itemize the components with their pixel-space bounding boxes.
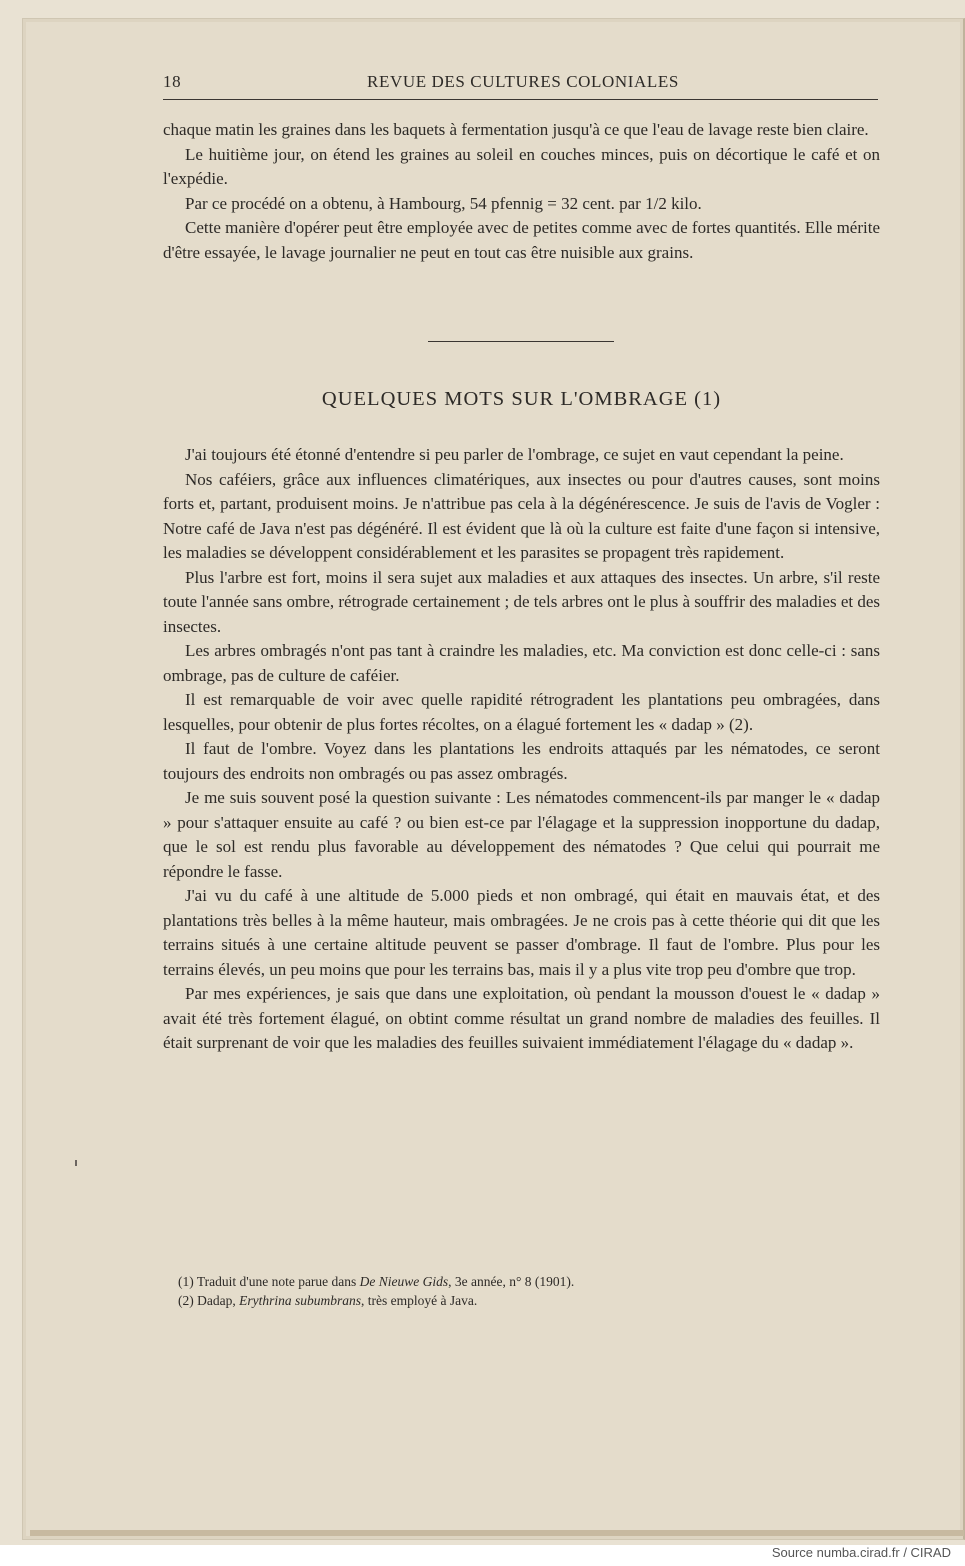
footnote-text: Traduit d'une note parue dans [196,1274,360,1289]
footnote [178,1272,878,1291]
footnote-text: , très employé à Java. [361,1293,478,1308]
source-credit: Source numba.cirad.fr / CIRAD [771,1545,951,1560]
footnote-marker: (2) [178,1293,194,1308]
article-title: QUELQUES MOTS SUR L'OMBRAGE (1) [321,388,722,410]
paragraph: Je me suis souvent posé la question suivante : Les nématodes commencent-ils par manger le « dadap » pour s'attaquer ensuite au café ? ou bien est-ce par l'élagage et la suppression inopportune du dadap, que le sol est rendu plus favorable au développement des nématodes ? Que celui qui pourrait me répondre le fasse. [163,788,880,881]
page-number: 18 [163,72,182,91]
paragraph: Il est remarquable de voir avec quelle rapidité rétrogradent les plantations peu ombragées, dans lesquelles, pour obtenir de plus fortes récoltes, on a élagué fortement les « dadap » (2). [163,690,880,734]
paragraph: J'ai vu du café à une altitude de 5.000 pieds et non ombragé, qui était en mauvais état, et des plantations très belles à la même hauteur, mais ombragées. Je ne crois pas à cette théorie qui dit que les terrains situés à une certaine altitude peuvent se passer d'ombrage. Il faut de l'ombre. Plus pour les terrains élevés, un peu moins que pour les terrains bas, mais il y a plus vite trop peu d'ombre que trop. [163,886,880,979]
intro-text-block [163,118,880,265]
page-bottom-edge [30,1530,964,1536]
paragraph: Les arbres ombragés n'ont pas tant à craindre les maladies, etc. Ma conviction est donc celle-ci : sans ombrage, pas de culture de caféier. [163,641,880,685]
paragraph: Plus l'arbre est fort, moins il sera sujet aux maladies et aux attaques des insectes. Un arbre, s'il reste toute l'année sans ombre, rétrograde certainement ; de tels arbres ont le plus à souffrir des maladies et des insectes. [163,567,880,636]
paragraph: J'ai toujours été étonné d'entendre si peu parler de l'ombrage, ce sujet en vaut cependant la peine. [185,445,844,464]
paragraph: Cette manière d'opérer peut être employée avec de petites comme avec de fortes quantités. Elle mérite d'être essayée, le lavage journalier ne peut en tout cas être nuisible aux grains. [163,218,880,262]
footnote-italic: De Nieuwe Gids [359,1274,449,1289]
paragraph: Par ce procédé on a obtenu, à Hambourg, 54 pfennig = 32 cent. par 1/2 kilo. [185,193,702,213]
footnote-text: Dadap, [197,1293,240,1308]
running-head [163,70,883,96]
section-separator [428,341,614,342]
journal-title: REVUE DES CULTURES COLONIALES [367,72,679,91]
scan-speck [75,1160,77,1166]
footnote-italic: Erythrina subumbrans [239,1293,361,1308]
footnotes [178,1272,878,1310]
paragraph: Nos caféiers, grâce aux influences climatériques, aux insectes ou pour d'autres causes, sont moins forts et, partant, produisent moins. Je n'attribue pas cela à la dégénérescence. Je suis de l'avis de Vogler : Notre café de Java n'est pas dégénéré. Il est évident que là où la culture est faite d'une façon si intensive, les maladies se développent considérablement et les parasites se propagent très rapidement. [163,469,880,562]
footnote-marker: (1) [178,1274,194,1289]
header-rule [163,99,878,100]
paragraph: Le huitième jour, on étend les graines au soleil en couches minces, puis on décortique le café et on l'expédie. [163,144,880,188]
paragraph: chaque matin les graines dans les baquets à fermentation jusqu'à ce que l'eau de lavage reste bien claire. [163,120,869,139]
footnote [178,1291,878,1310]
article-body [163,443,880,1056]
paragraph: Par mes expériences, je sais que dans une exploitation, où pendant la mousson d'ouest le « dadap » avait été très fortement élagué, on obtint comme résultat un grand nombre de maladies des feuilles. Il était surprenant de voir que les maladies des feuilles suivaient immédiatement l'élagage du « dadap ». [163,984,880,1052]
paragraph: Il faut de l'ombre. Voyez dans les plantations les endroits attaqués par les nématodes, ce seront toujours des endroits non ombragés ou pas assez ombragés. [163,739,880,783]
footnote-text: , 3e année, n° 8 (1901). [448,1274,575,1289]
